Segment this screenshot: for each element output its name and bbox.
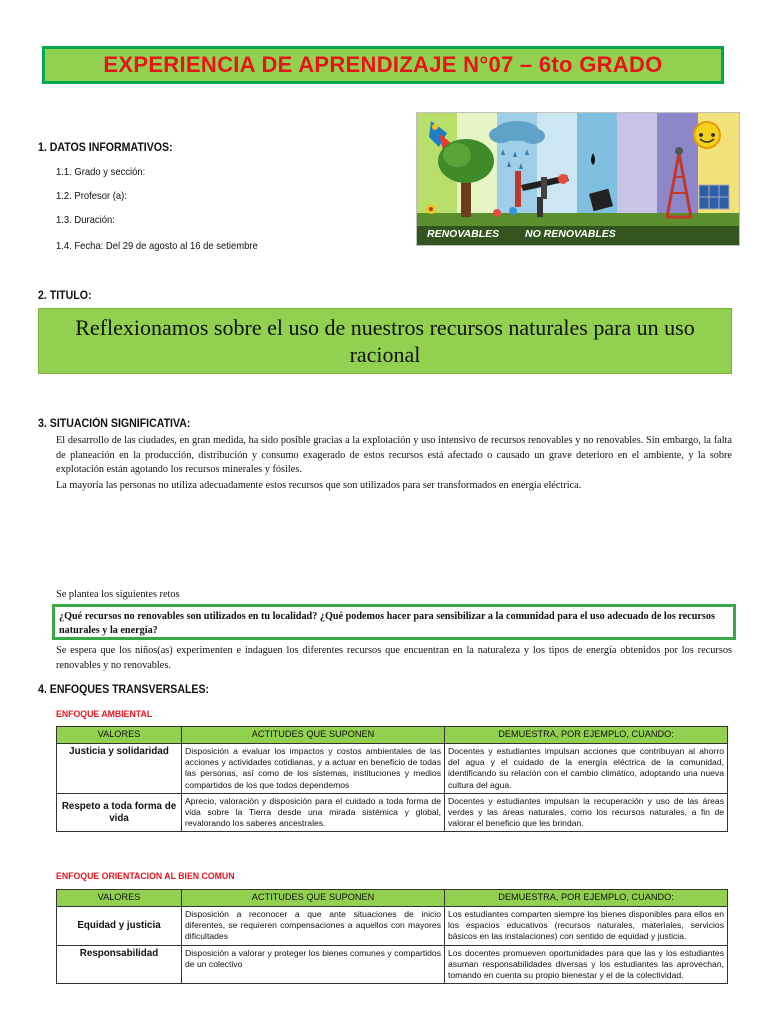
valor-cell: Justicia y solidaridad xyxy=(57,744,182,794)
table-header-row xyxy=(57,890,728,907)
demuestra-cell: Los estudiantes comparten siempre los bienes disponibles para ellos en los espacios educativos (recursos naturales, materiales, servicios básicos en las instalaciones) con sentido de equidad y justicia. xyxy=(445,907,728,946)
enfoque-bien-comun-label: ENFOQUE ORIENTACION AL BIEN COMUN xyxy=(56,871,235,882)
titulo-heading: 2. TITULO: xyxy=(38,290,92,302)
espera-paragraph: Se espera que los niños(as) experimenten e indaguen los diferentes recursos que encuentran en la naturaleza y los tipos de energía obtenidos por los recursos renovables y no renovables. xyxy=(56,645,732,671)
demuestra-cell: Docentes y estudiantes impulsan acciones que contribuyan al ahorro del agua y el cuidado de la energía eléctrica de la comunidad, identificando su relación con el cambio climático, adoptando una nueva cultura del agua. xyxy=(445,744,728,794)
col-header-actitudes: ACTITUDES QUE SUPONEN xyxy=(182,727,445,744)
retos-intro: Se plantea los siguientes retos xyxy=(56,589,180,600)
situacion-paragraph-2: La mayoría las personas no utiliza adecuadamente estos recursos que son utilizados para ser transformados en energía eléctrica. xyxy=(56,480,582,491)
table-row xyxy=(57,793,728,832)
titulo-text: Reflexionamos sobre el uso de nuestros recursos naturales para un uso racional xyxy=(75,315,695,367)
actitud-cell: Disposición a reconocer a que ante situaciones de inicio diferentes, se requieren compensaciones a aquellos con mayores dificultades xyxy=(182,907,445,946)
situacion-paragraph-1: El desarrollo de las ciudades, en gran medida, ha sido posible gracias a la explotación y uso intensivo de recursos renovables y no renovables. Sin embargo, la falta de planeación en la producción, distribución y consumo exagerado de estos recursos está afectado o causado un grave deterioro en el ambiente, y la sobre explotación están agotando los recursos minerales y fósiles. xyxy=(56,435,732,475)
valor-cell: Equidad y justicia xyxy=(57,907,182,946)
enfoques-heading: 4. ENFOQUES TRANSVERSALES: xyxy=(38,684,210,696)
table-row xyxy=(57,945,728,984)
reto-box xyxy=(52,604,736,640)
table-header-row xyxy=(57,727,728,744)
hero-label-renewables: RENOVABLES xyxy=(427,228,500,240)
valor-cell: Responsabilidad xyxy=(57,945,182,984)
demuestra-cell: Los docentes promueven oportunidades para que las y los estudiantes asuman responsabilidades diversas y los estudiantes las aprovechan, tomando en cuenta su propio bienestar y el de la colectividad. xyxy=(445,945,728,984)
datos-profesor: 1.2. Profesor (a): xyxy=(56,190,127,202)
renewable-energy-illustration xyxy=(416,112,740,246)
demuestra-cell: Docentes y estudiantes impulsan la recuperación y uso de las áreas verdes y las áreas naturales, como los recursos naturales, a fin de valorar el beneficio que les brindan. xyxy=(445,793,728,832)
document-title-box xyxy=(42,46,724,84)
actitud-cell: Aprecio, valoración y disposición para el cuidado a toda forma de vida sobre la Tierra desde una mirada sistémica y global, revalorando los saberes ancestrales. xyxy=(182,793,445,832)
table-row xyxy=(57,744,728,794)
col-header-valores: VALORES xyxy=(57,890,182,907)
col-header-demuestra: DEMUESTRA, POR EJEMPLO, CUANDO: xyxy=(445,727,728,744)
datos-grado: 1.1. Grado y sección: xyxy=(56,166,146,178)
table-row xyxy=(57,907,728,946)
col-header-demuestra: DEMUESTRA, POR EJEMPLO, CUANDO: xyxy=(445,890,728,907)
col-header-actitudes: ACTITUDES QUE SUPONEN xyxy=(182,890,445,907)
enfoque-bien-comun-table xyxy=(56,889,728,984)
valor-cell: Respeto a toda forma de vida xyxy=(57,793,182,832)
reto-text: ¿Qué recursos no renovables son utilizados en tu localidad? ¿Qué podemos hacer para sensibilizar a la comunidad para el uso adecuado de los recursos naturales y la energía? xyxy=(59,611,715,636)
datos-fecha: 1.4. Fecha: Del 29 de agosto al 16 de setiembre xyxy=(56,240,258,252)
actitud-cell: Disposición a valorar y proteger los bienes comunes y compartidos de un colectivo xyxy=(182,945,445,984)
enfoque-ambiental-table xyxy=(56,726,728,832)
actitud-cell: Disposición a evaluar los impactos y costos ambientales de las acciones y actividades cotidianas, y a actuar en beneficio de todas las personas, así como de los sistemas, instituciones y medios compartidos de los que todos dependemos xyxy=(182,744,445,794)
datos-heading: 1. DATOS INFORMATIVOS: xyxy=(38,142,173,154)
document-title: EXPERIENCIA DE APRENDIZAJE N°07 – 6to GRADO xyxy=(103,52,663,77)
col-header-valores: VALORES xyxy=(57,727,182,744)
titulo-box xyxy=(38,308,732,374)
enfoque-ambiental-label: ENFOQUE AMBIENTAL xyxy=(56,709,153,720)
hero-label-non-renewables: NO RENOVABLES xyxy=(525,228,616,240)
situacion-heading: 3. SITUACIÓN SIGNIFICATIVA: xyxy=(38,418,191,430)
datos-duracion: 1.3. Duración: xyxy=(56,214,115,226)
